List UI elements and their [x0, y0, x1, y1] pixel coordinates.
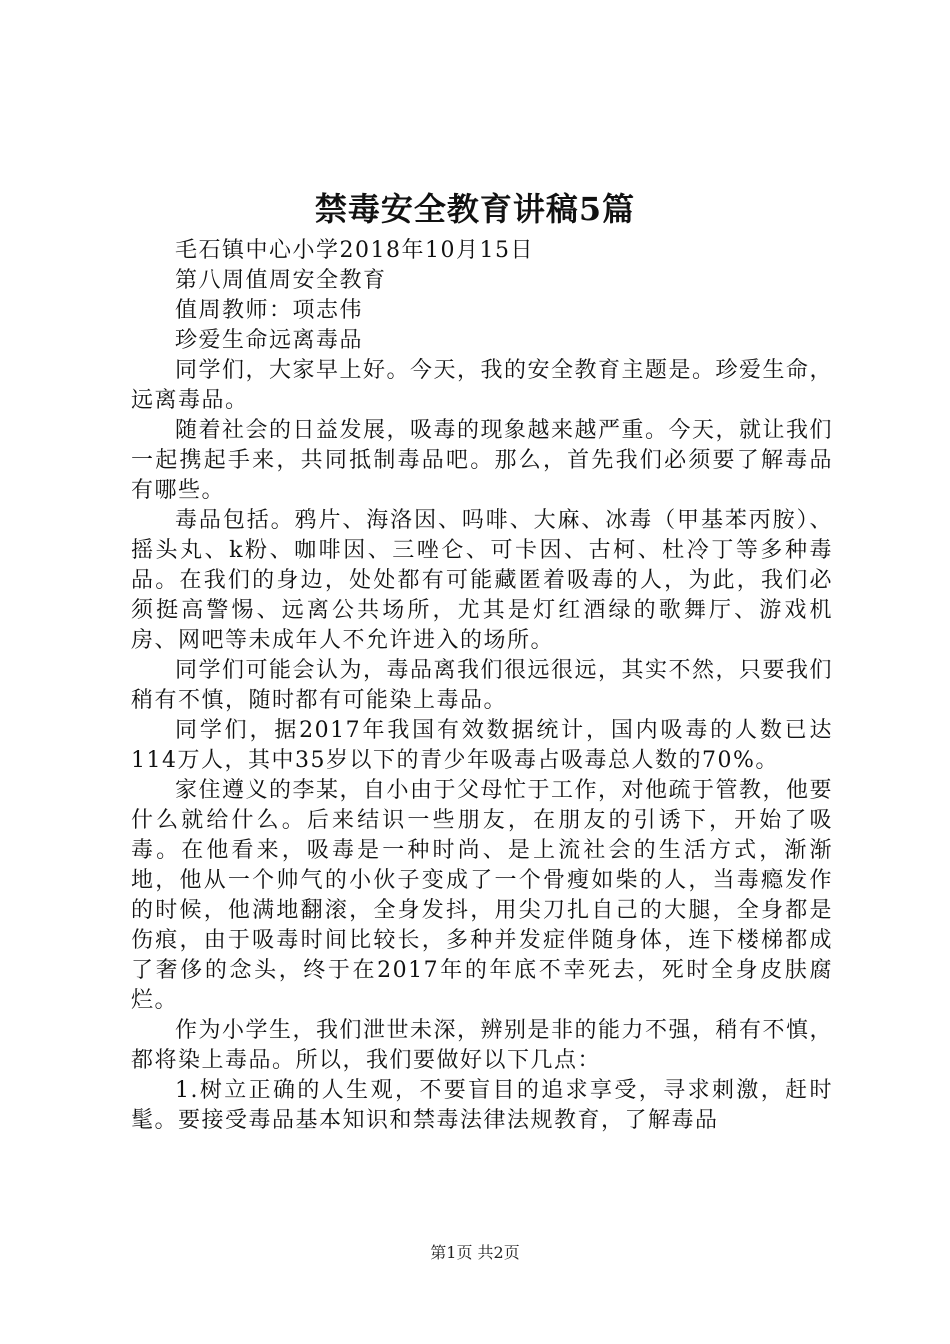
- paragraph-point-1: 1.树立正确的人生观，不要盲目的追求享受，寻求刺激，赶时髦。要接受毒品基本知识和禁毒法律法规教育，了解毒品: [131, 1078, 833, 1133]
- paragraph-school-date: 毛石镇中心小学2018年10月15日: [175, 238, 534, 263]
- paragraph-teacher: 值周教师：项志伟: [175, 298, 364, 323]
- document-title: 禁毒安全教育讲稿5篇: [314, 190, 636, 228]
- paragraph-week-topic: 第八周值周安全教育: [175, 268, 387, 293]
- paragraph-drug-types: 毒品包括。鸦片、海洛因、吗啡、大麻、冰毒（甲基苯丙胺）、摇头丸、k粉、咖啡因、三唑仑、可卡因、古柯、杜冷丁等多种毒品。在我们的身边，处处都有可能藏匿着吸毒的人，为此，我们必须挺高警惕、远离公共场所，尤其是灯红酒绿的歌舞厅、游戏机房、网吧等未成年人不允许进入的场所。: [131, 508, 833, 653]
- paragraph-statistics: 同学们，据2017年我国有效数据统计，国内吸毒的人数已达114万人，其中35岁以下的青少年吸毒占吸毒总人数的70%。: [131, 718, 833, 773]
- paragraph-subtitle: 珍爱生命远离毒品: [175, 328, 364, 353]
- page-footer: 第1页 共2页: [430, 1243, 520, 1262]
- paragraph-case-story: 家住遵义的李某，自小由于父母忙于工作，对他疏于管教，他要什么就给什么。后来结识一些朋友，在朋友的引诱下，开始了吸毒。在他看来，吸毒是一种时尚、是上流社会的生活方式，渐渐地，他从一个帅气的小伙子变成了一个骨瘦如柴的人，当毒瘾发作的时候，他满地翻滚，全身发抖，用尖刀扎自己的大腿，全身都是伤痕，由于吸毒时间比较长，多种并发症伴随身体，连下楼梯都成了奢侈的念头，终于在2017年的年底不幸死去，死时全身皮肤腐烂。: [131, 778, 834, 1013]
- paragraph-greeting: 同学们，大家早上好。今天，我的安全教育主题是。珍爱生命，远离毒品。: [131, 358, 834, 413]
- paragraph-intro: 随着社会的日益发展，吸毒的现象越来越严重。今天，就让我们一起携起手来，共同抵制毒品吧。那么，首先我们必须要了解毒品有哪些。: [131, 418, 834, 503]
- paragraph-not-far: 同学们可能会认为，毒品离我们很远很远，其实不然，只要我们稍有不慎，随时都有可能染上毒品。: [131, 658, 834, 713]
- paragraph-students: 作为小学生，我们泄世未深，辨别是非的能力不强，稍有不慎，都将染上毒品。所以，我们要做好以下几点：: [131, 1018, 834, 1073]
- document-body: [131, 236, 833, 1136]
